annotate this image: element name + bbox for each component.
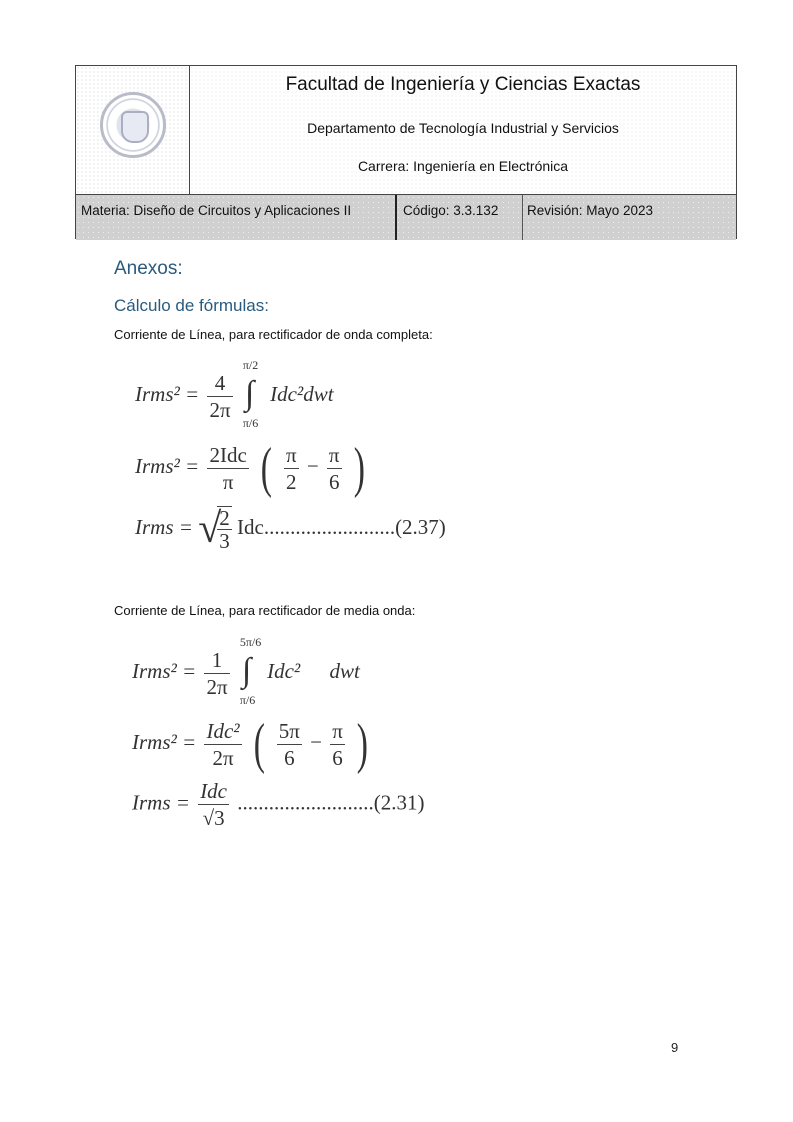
info-row [76,194,736,240]
fraction: $\frac{4}{2\pi}$ [209,370,231,422]
left-paren: ( [253,713,265,775]
full-wave-equation-3: Irms = √ $\frac{2}{3}$ Idc.........................(2.37) [135,506,446,553]
annex-heading: Anexos: [114,258,183,279]
career-title: Carrera: Ingeniería en Electrónica [357,158,569,174]
full-wave-label: Corriente de Línea, para rectificador de onda completa: [114,327,433,342]
title-cell [190,66,736,194]
sqrt-icon: √ $\frac{2}{3}$ [198,506,230,553]
faculty-title: Facultad de Ingeniería y Ciencias Exactas [285,74,641,95]
eq-lhs: Irms² = [135,381,200,406]
half-wave-equation-1: Irms² = $\frac{1}{2\pi}$ 5π/6 ∫ π/6 Idc² dwt [132,635,360,707]
full-wave-equation-1: Irms² = $\frac{4}{2\pi}$ π/2 ∫ π/6 Idc²dwt [135,358,334,430]
formulas-heading: Cálculo de fórmulas: [114,296,269,315]
half-wave-equation-2: Irms² = $\frac{\text{Idc²}}{2\pi}$ ( $\frac{5\pi}{6}$ − $\frac{\pi}{6}$ ) [132,713,369,775]
integral-icon: π/2 ∫ π/6 [242,358,259,430]
revision-cell: Revisión: Mayo 2023 [527,203,654,218]
code-cell: Código: 3.3.132 [397,195,523,240]
half-wave-equation-3: Irms = $\frac{\text{Idc}}{√3}$ ..........................(2.31) [132,779,425,830]
logo-cell [76,66,190,194]
integral-icon: 5π/6 ∫ π/6 [239,635,262,707]
left-paren: ( [260,437,272,499]
university-seal-logo [100,92,166,158]
page-number: 9 [671,1040,679,1055]
right-paren: ) [356,713,369,775]
full-wave-equation-2: Irms² = $\frac{\text{2Idc}}{\pi}$ ( $\frac{\pi}{2}$ − $\frac{\pi}{6}$ ) [135,437,365,499]
half-wave-label: Corriente de Línea, para rectificador de media onda: [114,603,416,618]
subject-cell: Materia: Diseño de Circuitos y Aplicaciones II [76,195,397,240]
department-title: Departamento de Tecnología Industrial y Servicios [307,120,619,136]
right-paren: ) [353,437,365,499]
header-table [75,65,737,239]
